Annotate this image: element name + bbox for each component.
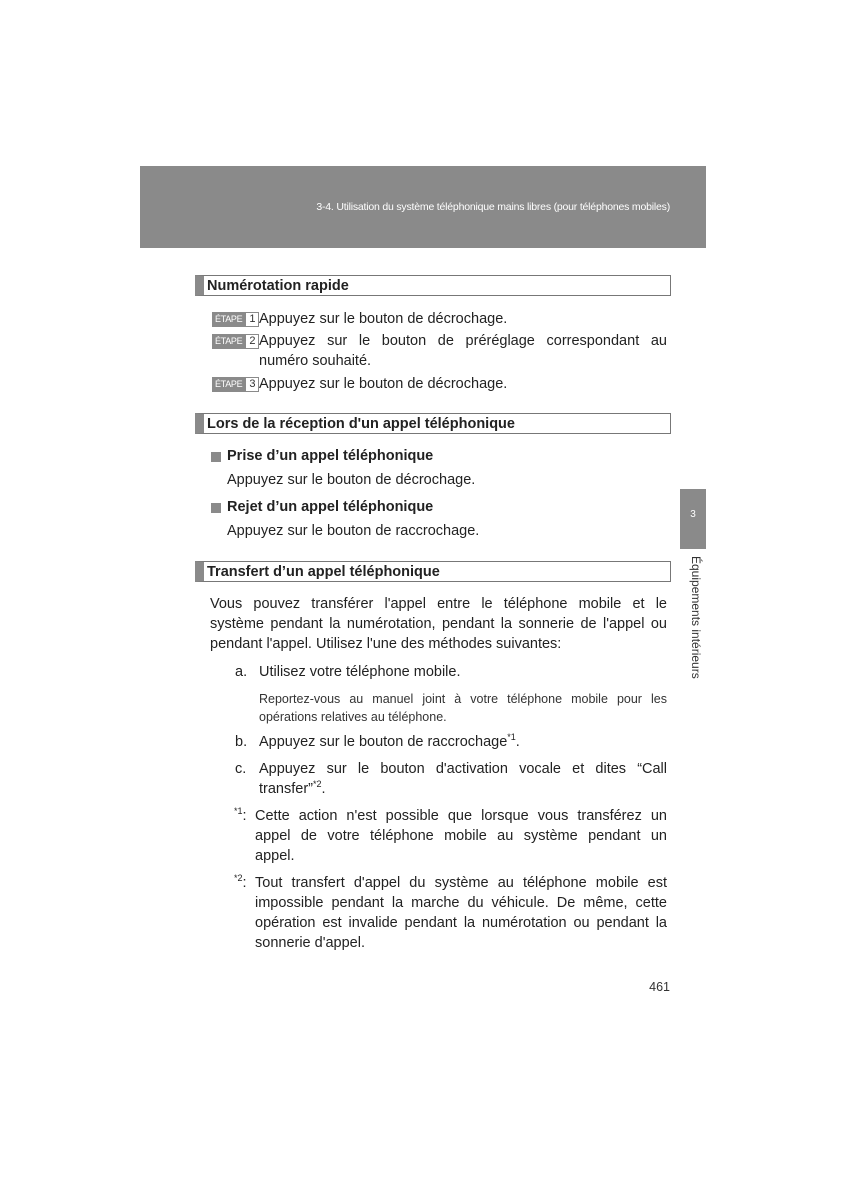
- footnote-1-symbol: *1: [234, 806, 243, 817]
- method-a-marker: a.: [235, 664, 248, 680]
- method-b-text-end: .: [515, 734, 520, 750]
- footnote-1-line-1: Cette action n'est possible que lorsque vous transférez un: [255, 808, 667, 824]
- footnote-2-line-2: impossible pendant la marche du véhicule. De même, cette: [255, 895, 667, 911]
- footnote-2-line-4: sonnerie d'appel.: [255, 935, 365, 951]
- step-badge-1: [212, 312, 259, 327]
- footnote-2-symbol: *2: [234, 873, 243, 884]
- step-3-text: Appuyez sur le bouton de décrochage.: [259, 376, 508, 392]
- section-heading-receiving: [195, 413, 671, 434]
- reject-call-text: Appuyez sur le bouton de raccrochage.: [227, 523, 480, 539]
- footnote-1-line-3: appel.: [255, 848, 295, 864]
- step-number: 2: [245, 334, 259, 349]
- method-c-text-main: transfer”: [259, 781, 313, 797]
- transfer-intro-line-3: pendant l'appel. Utilisez l'une des méthodes suivantes:: [210, 636, 562, 652]
- method-c-text-line-2: [259, 779, 326, 799]
- method-b-marker: b.: [235, 734, 248, 750]
- footnote-ref-1: *1: [507, 732, 516, 743]
- step-badge-3: [212, 377, 259, 392]
- footnote-2-mark: [234, 873, 247, 893]
- step-2-text-line-1: Appuyez sur le bouton de préréglage correspondant au: [259, 333, 667, 349]
- transfer-intro-line-1: Vous pouvez transférer l'appel entre le téléphone mobile et le: [210, 596, 667, 612]
- method-a-note-line-2: opérations relatives au téléphone.: [259, 710, 447, 724]
- transfer-intro-line-2: système pendant la numérotation, pendant la sonnerie de l'appel ou: [210, 616, 667, 632]
- footnote-1-line-2: appel de votre téléphone mobile au système pendant un: [255, 828, 667, 844]
- step-label: ÉTAPE: [212, 377, 245, 392]
- square-bullet-icon: [211, 503, 221, 513]
- section-title: Numérotation rapide: [207, 278, 349, 294]
- footnote-1-mark: [234, 806, 247, 826]
- square-bullet-icon: [211, 452, 221, 462]
- step-number: 1: [245, 312, 259, 327]
- step-2-text-line-2: numéro souhaité.: [259, 353, 372, 369]
- page-number: 461: [649, 980, 670, 994]
- step-label: ÉTAPE: [212, 312, 245, 327]
- answer-call-text: Appuyez sur le bouton de décrochage.: [227, 472, 476, 488]
- section-heading-speed-dial: [195, 275, 671, 296]
- step-1-text: Appuyez sur le bouton de décrochage.: [259, 311, 508, 327]
- footnote-ref-2: *2: [313, 779, 322, 790]
- chapter-tab-number: 3: [690, 509, 696, 520]
- footnote-2-line-3: opération est invalide pendant la numérotation ou pendant la: [255, 915, 667, 931]
- chapter-header-band: [140, 166, 706, 248]
- section-heading-transfer: [195, 561, 671, 582]
- step-label: ÉTAPE: [212, 334, 245, 349]
- chapter-tab: [680, 489, 706, 549]
- step-number: 3: [245, 377, 259, 392]
- footnote-2-line-1: Tout transfert d'appel du système au téléphone mobile est: [255, 875, 667, 891]
- subheading-answer-call: Prise d’un appel téléphonique: [227, 448, 434, 464]
- footnote-2-separator: :: [242, 875, 247, 891]
- section-title: Lors de la réception d'un appel téléphonique: [207, 416, 515, 432]
- chapter-tab-label: Équipements intérieurs: [689, 556, 703, 679]
- section-title: Transfert d’un appel téléphonique: [207, 564, 440, 580]
- subheading-reject-call: Rejet d’un appel téléphonique: [227, 499, 434, 515]
- method-b-text-main: Appuyez sur le bouton de raccrochage: [259, 734, 508, 750]
- chapter-title: 3-4. Utilisation du système téléphonique mains libres (pour téléphones mobiles): [316, 201, 670, 213]
- step-badge-2: [212, 334, 259, 349]
- method-a-note-line-1: Reportez-vous au manuel joint à votre téléphone mobile pour les: [259, 692, 667, 706]
- method-a-text: Utilisez votre téléphone mobile.: [259, 664, 461, 680]
- footnote-1-separator: :: [242, 808, 247, 824]
- method-c-marker: c.: [235, 761, 247, 777]
- method-c-text-line-1: Appuyez sur le bouton d'activation vocale et dites “Call: [259, 761, 667, 777]
- method-b-text: [259, 732, 520, 752]
- method-c-text-end: .: [321, 781, 326, 797]
